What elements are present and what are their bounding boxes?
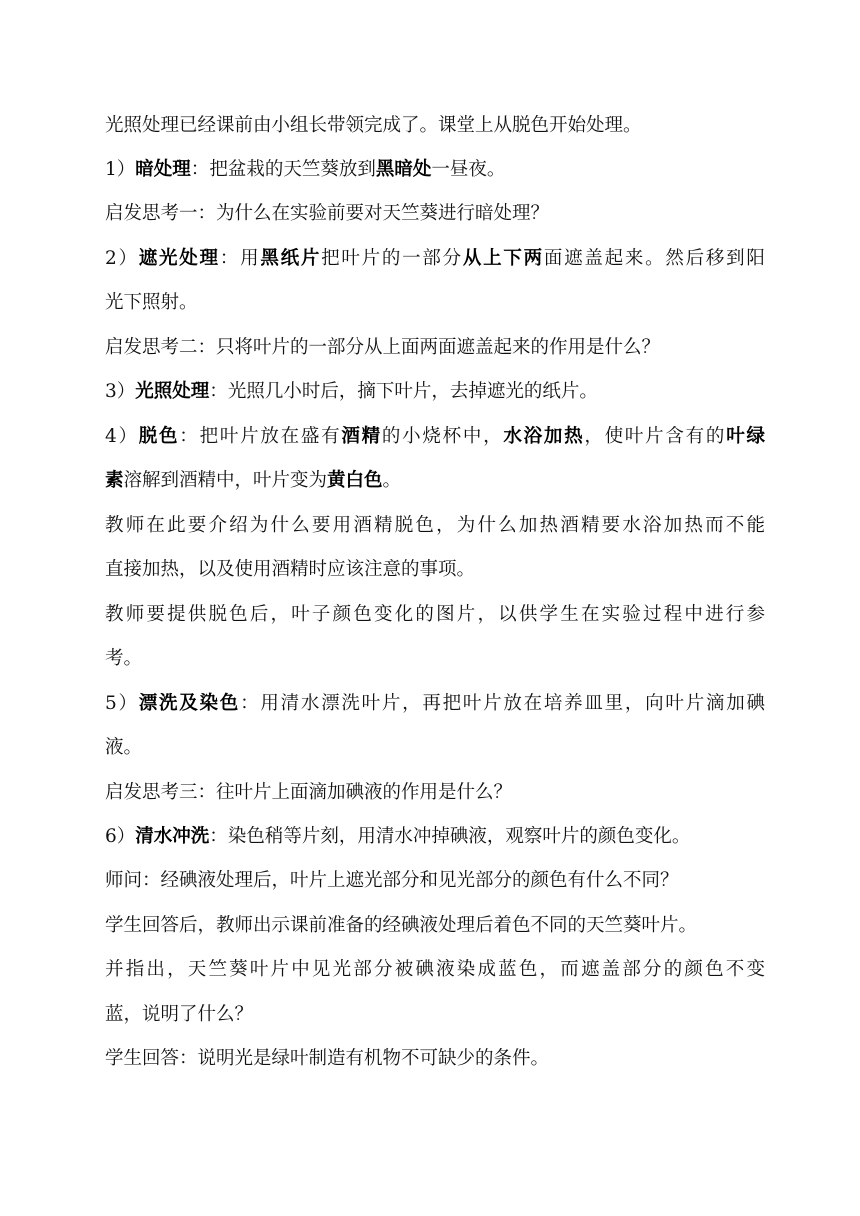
step-6-water-rinse: 6）清水冲洗：染色稍等片刻，用清水冲掉碘液，观察叶片的颜色变化。 (105, 826, 691, 847)
step-2-shading-line-2: 光下照射。 (105, 292, 198, 313)
student-answer: 学生回答：说明光是绿叶制造有机物不可缺少的条件。 (105, 1048, 550, 1069)
step-2-shading-line-1: 2）遮光处理：用黑纸片把叶片的一部分从上下两面遮盖起来。然后移到阳 (105, 248, 765, 269)
teacher-demonstration: 学生回答后，教师出示课前准备的经碘液处理后着色不同的天竺葵叶片。 (105, 915, 698, 936)
step-3-light-treatment: 3）光照处理：光照几小时后，摘下叶片，去掉遮光的纸片。 (105, 381, 598, 402)
question-2: 启发思考二：只将叶片的一部分从上面两面遮盖起来的作用是什么？ (105, 337, 661, 358)
conclusion-prompt-line-1: 并指出，天竺葵叶片中见光部分被碘液染成蓝色，而遮盖部分的颜色不变 (105, 959, 765, 980)
step-5-rinse-stain-line-1: 5）漂洗及染色：用清水漂洗叶片，再把叶片放在培养皿里，向叶片滴加碘 (105, 693, 765, 714)
question-1: 启发思考一：为什么在实验前要对天竺葵进行暗处理？ (105, 203, 550, 224)
step-4-decolor-line-2: 素溶解到酒精中，叶片变为黄白色。 (105, 470, 402, 491)
step-5-rinse-stain-line-2: 液。 (105, 737, 143, 758)
question-3: 启发思考三：往叶片上面滴加碘液的作用是什么？ (105, 782, 513, 803)
conclusion-prompt-line-2: 蓝，说明了什么？ (105, 1004, 254, 1025)
step-1-dark-treatment: 1）暗处理：把盆栽的天竺葵放到黑暗处一昼夜。 (105, 159, 506, 180)
teacher-note-pictures-line-2: 考。 (105, 648, 143, 669)
step-4-decolor-line-1: 4）脱色：把叶片放在盛有酒精的小烧杯中，水浴加热，使叶片含有的叶绿 (105, 426, 765, 447)
teacher-note-alcohol-line-1: 教师在此要介绍为什么要用酒精脱色，为什么加热酒精要水浴加热而不能 (105, 515, 765, 536)
paragraph-intro: 光照处理已经课前由小组长带领完成了。课堂上从脱色开始处理。 (105, 115, 642, 136)
teacher-note-alcohol-line-2: 直接加热，以及使用酒精时应该注意的事项。 (105, 559, 476, 580)
teacher-question: 师问：经碘液处理后，叶片上遮光部分和见光部分的颜色有什么不同？ (105, 870, 679, 891)
teacher-note-pictures-line-1: 教师要提供脱色后，叶子颜色变化的图片，以供学生在实验过程中进行参 (105, 604, 765, 625)
